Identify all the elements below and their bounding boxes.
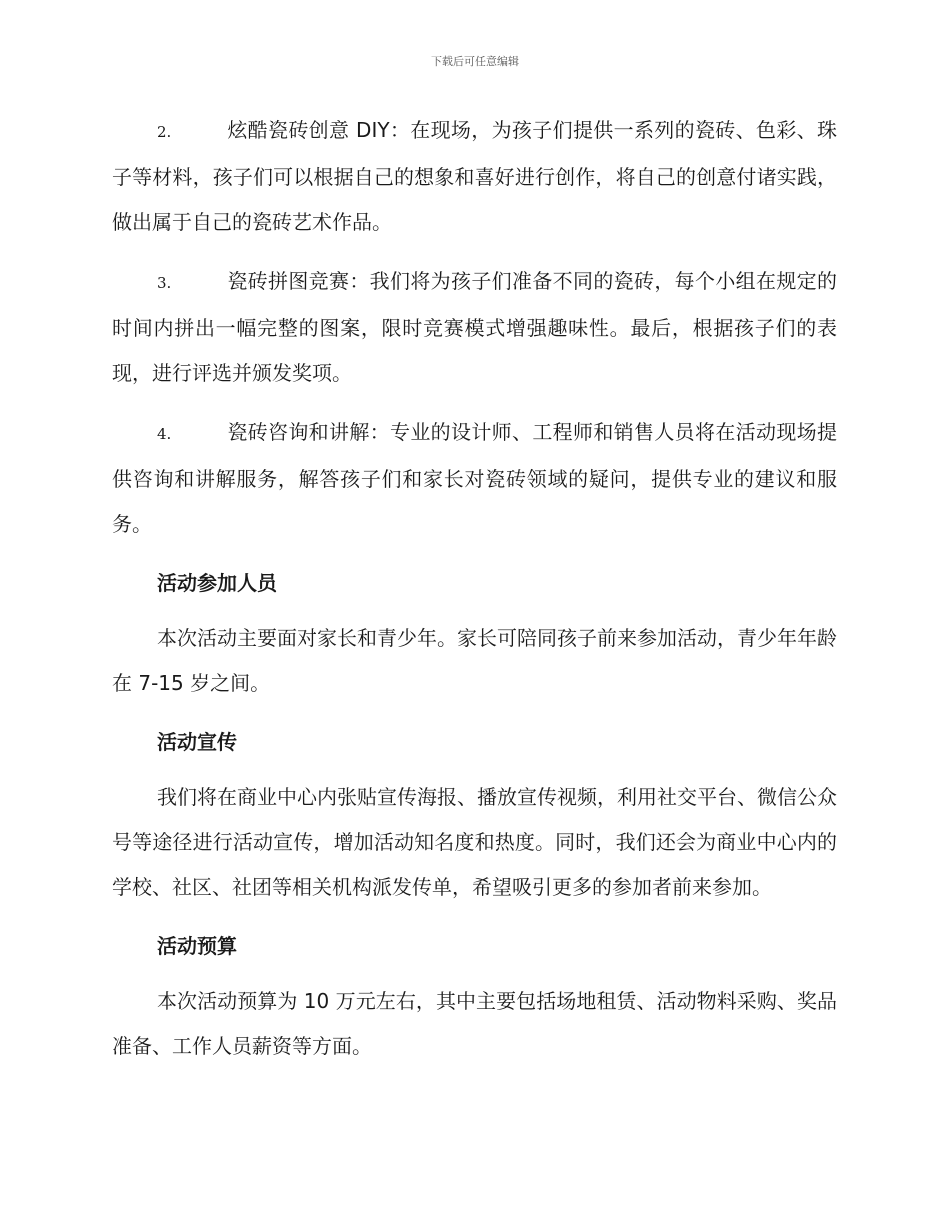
list-item-text: 瓷砖拼图竞赛：我们将为孩子们准备不同的瓷砖，每个小组在规定的时间内拼出一幅完整的图案，限时竞赛模式增强趣味性。最后，根据孩子们的表现，进行评选并颁发奖项。 [112,269,837,385]
list-item [112,410,837,547]
list-item [112,108,837,245]
section-heading-budget: 活动预算 [157,934,237,958]
document-body [112,108,837,1083]
list-item-number: 3. [157,274,172,292]
list-item-text: 炫酷瓷砖创意 DIY：在现场，为孩子们提供一系列的瓷砖、色彩、珠子等材料，孩子们可以根据自己的想象和喜好进行创作，将自己的创意付诸实践，做出属于自己的瓷砖艺术作品。 [112,118,837,234]
section-paragraph-promotion: 我们将在商业中心内张贴宣传海报、播放宣传视频，利用社交平台、微信公众号等途径进行活动宣传，增加活动知名度和热度。同时，我们还会为商业中心内的学校、社区、社团等相关机构派发传单，希望吸引更多的参加者前来参加。 [112,785,837,899]
section-paragraph-budget: 本次活动预算为 10 万元左右，其中主要包括场地租赁、活动物料采购、奖品准备、工作人员薪资等方面。 [112,989,837,1058]
page-header: 下载后可任意编辑 [431,55,519,68]
section-heading-promotion: 活动宣传 [157,730,237,754]
list-item-number: 4. [157,425,172,443]
list-item [112,259,837,396]
section-paragraph-participants: 本次活动主要面对家长和青少年。家长可陪同孩子前来参加活动，青少年年龄在 7-15 岁之间。 [112,626,837,695]
list-item-text: 瓷砖咨询和讲解：专业的设计师、工程师和销售人员将在活动现场提供咨询和讲解服务，解答孩子们和家长对瓷砖领域的疑问，提供专业的建议和服务。 [112,420,837,536]
section-heading-participants: 活动参加人员 [157,571,277,595]
list-item-number: 2. [157,123,172,141]
